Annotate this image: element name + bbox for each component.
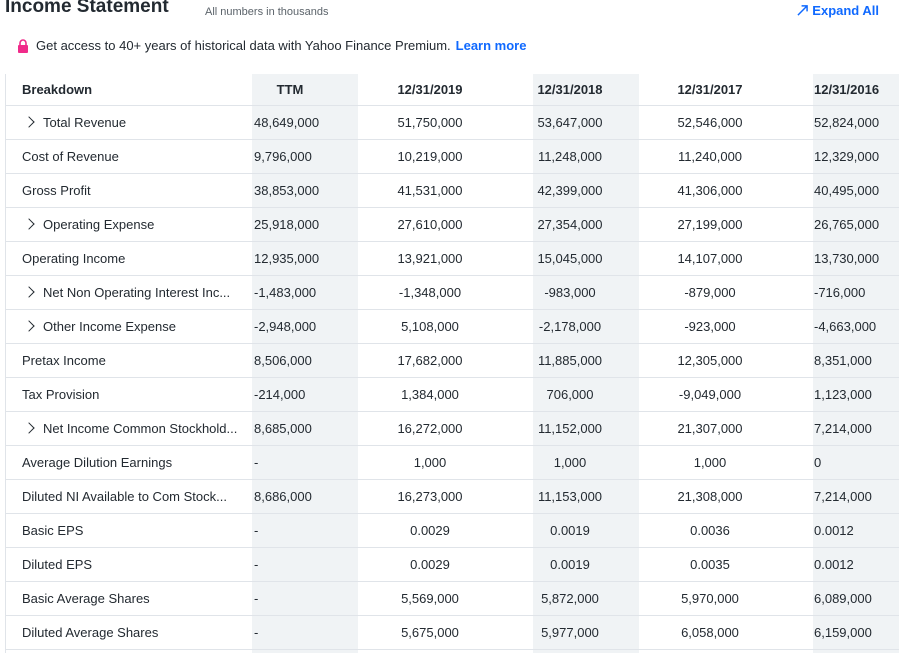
cell-ttm: 12,935,000 — [254, 250, 320, 266]
income-statement-table — [5, 74, 899, 653]
cell-y2018: 0.0019 — [550, 556, 590, 572]
chevron-right-icon[interactable] — [23, 422, 34, 433]
cell-y2017: 21,308,000 — [677, 488, 743, 504]
row-label — [22, 615, 158, 649]
cell-y2019: 10,219,000 — [397, 148, 463, 164]
cell-y2018: 1,000 — [553, 454, 587, 470]
table-row[interactable] — [6, 207, 899, 242]
row-label-text: Net Income Common Stockhold... — [43, 420, 238, 436]
row-label — [22, 241, 125, 275]
cell-y2017: 1,000 — [693, 454, 727, 470]
row-label-text: Diluted EPS — [22, 556, 93, 572]
row-label-text: Other Income Expense — [43, 318, 176, 334]
cell-y2017: 0.0036 — [690, 522, 730, 538]
table-row — [6, 173, 899, 208]
cell-y2019: 5,108,000 — [401, 318, 459, 334]
cell-y2016: 6,159,000 — [814, 624, 872, 640]
table-row — [6, 139, 899, 174]
row-label — [22, 173, 91, 207]
cell-y2019: 1,000 — [413, 454, 447, 470]
cell-y2019: 13,921,000 — [397, 250, 463, 266]
row-label-text: Pretax Income — [22, 352, 106, 368]
cell-y2018: -983,000 — [544, 284, 596, 300]
premium-text: Get access to 40+ years of historical data with Yahoo Finance Premium. — [36, 38, 451, 53]
cell-y2018: 27,354,000 — [537, 216, 603, 232]
cell-y2016: 6,089,000 — [814, 590, 872, 606]
column-header-2018: 12/31/2018 — [537, 82, 603, 97]
cell-y2018: 706,000 — [546, 386, 594, 402]
cell-y2019: 41,531,000 — [397, 182, 463, 198]
table-row — [6, 377, 899, 412]
row-label — [22, 547, 92, 581]
cell-y2017: -879,000 — [684, 284, 736, 300]
learn-more-link[interactable]: Learn more — [455, 38, 527, 53]
column-header-2019: 12/31/2019 — [397, 82, 463, 97]
cell-ttm: 38,853,000 — [254, 182, 320, 198]
table-row[interactable] — [6, 411, 899, 446]
cell-y2019: 1,384,000 — [401, 386, 459, 402]
cell-y2018: 53,647,000 — [537, 114, 603, 130]
cell-y2018: 11,885,000 — [537, 352, 603, 368]
cell-ttm: - — [254, 624, 259, 640]
cell-y2017: 41,306,000 — [677, 182, 743, 198]
cell-y2019: 17,682,000 — [397, 352, 463, 368]
cell-y2019: 5,569,000 — [401, 590, 459, 606]
cell-ttm: -214,000 — [254, 386, 306, 402]
expand-all-label: Expand All — [812, 3, 879, 18]
row-label — [22, 479, 227, 513]
cell-y2017: 11,240,000 — [677, 148, 743, 164]
row-label — [22, 445, 172, 479]
cell-ttm: 8,506,000 — [254, 352, 312, 368]
row-label-text: Basic EPS — [22, 522, 84, 538]
row-label-text: Basic Average Shares — [22, 590, 150, 606]
row-label-text: Tax Provision — [22, 386, 100, 402]
cell-ttm: 9,796,000 — [254, 148, 312, 164]
cell-y2019: 0.0029 — [410, 556, 450, 572]
cell-y2017: -923,000 — [684, 318, 736, 334]
cell-y2017: 0.0035 — [690, 556, 730, 572]
cell-y2018: 42,399,000 — [537, 182, 603, 198]
column-header-2016: 12/31/2016 — [814, 82, 880, 97]
cell-ttm: - — [254, 522, 259, 538]
cell-y2016: 40,495,000 — [814, 182, 880, 198]
chevron-right-icon[interactable] — [23, 286, 34, 297]
cell-y2017: 5,970,000 — [681, 590, 739, 606]
cell-y2016: 8,351,000 — [814, 352, 872, 368]
cell-y2016: -716,000 — [814, 284, 866, 300]
cell-ttm: 8,686,000 — [254, 488, 312, 504]
cell-y2019: 0.0029 — [410, 522, 450, 538]
column-header-2017: 12/31/2017 — [677, 82, 743, 97]
cell-y2016: 0.0012 — [814, 522, 854, 538]
row-label[interactable] — [26, 309, 176, 343]
table-row — [6, 615, 899, 650]
table-header-row — [6, 74, 899, 106]
cell-ttm: 25,918,000 — [254, 216, 320, 232]
cell-ttm: 8,685,000 — [254, 420, 312, 436]
row-label[interactable] — [26, 207, 154, 241]
units-note: All numbers in thousands — [205, 6, 329, 18]
cell-y2019: 16,273,000 — [397, 488, 463, 504]
table-row[interactable] — [6, 105, 899, 140]
cell-ttm: - — [254, 590, 259, 606]
table-row[interactable] — [6, 275, 899, 310]
cell-y2016: 13,730,000 — [814, 250, 880, 266]
table-row[interactable] — [6, 309, 899, 344]
row-label-text: Average Dilution Earnings — [22, 454, 173, 470]
cell-y2018: 11,152,000 — [537, 420, 603, 436]
cell-ttm: - — [254, 454, 259, 470]
cell-y2017: 27,199,000 — [677, 216, 743, 232]
row-label-text: Gross Profit — [22, 182, 91, 198]
row-label-text: Operating Expense — [43, 216, 155, 232]
cell-y2016: 1,123,000 — [814, 386, 872, 402]
chevron-right-icon[interactable] — [23, 320, 34, 331]
table-row — [6, 445, 899, 480]
page-title: Income Statement — [5, 0, 169, 17]
cell-y2018: 5,977,000 — [541, 624, 599, 640]
page-header — [0, 0, 899, 28]
row-label — [22, 581, 150, 615]
cell-y2017: 14,107,000 — [677, 250, 743, 266]
row-label-text: Net Non Operating Interest Inc... — [43, 284, 231, 300]
cell-y2019: 27,610,000 — [397, 216, 463, 232]
cell-y2017: 52,546,000 — [677, 114, 743, 130]
row-label-text: Diluted NI Available to Com Stock... — [22, 488, 227, 504]
cell-y2016: 0.0012 — [814, 556, 854, 572]
cell-y2016: 0 — [814, 454, 822, 470]
table-row — [6, 241, 899, 276]
cell-y2018: 15,045,000 — [537, 250, 603, 266]
row-label — [22, 343, 106, 377]
chevron-right-icon[interactable] — [23, 116, 34, 127]
table-row — [6, 343, 899, 378]
expand-icon — [797, 5, 808, 16]
table-row — [6, 581, 899, 616]
cell-y2017: 21,307,000 — [677, 420, 743, 436]
table-row — [6, 547, 899, 582]
cell-y2019: -1,348,000 — [398, 284, 462, 300]
row-label-text: Diluted Average Shares — [22, 624, 159, 640]
cell-ttm: -1,483,000 — [254, 284, 317, 300]
premium-banner — [17, 38, 526, 53]
row-label-text: Operating Income — [22, 250, 126, 266]
cell-y2016: 7,214,000 — [814, 488, 872, 504]
cell-y2018: 11,248,000 — [537, 148, 603, 164]
cell-y2017: -9,049,000 — [678, 386, 742, 402]
cell-y2019: 51,750,000 — [397, 114, 463, 130]
row-label-text: Total Revenue — [43, 114, 127, 130]
row-label[interactable] — [26, 411, 237, 445]
cell-y2016: 26,765,000 — [814, 216, 880, 232]
column-header-breakdown: Breakdown — [22, 82, 93, 97]
row-label — [22, 139, 119, 173]
cell-ttm: - — [254, 556, 259, 572]
cell-y2019: 16,272,000 — [397, 420, 463, 436]
table-row — [6, 479, 899, 514]
row-label — [22, 513, 83, 547]
cell-y2018: 5,872,000 — [541, 590, 599, 606]
row-label — [22, 377, 99, 411]
cell-y2016: -4,663,000 — [814, 318, 877, 334]
row-label[interactable] — [26, 275, 230, 309]
row-label[interactable] — [26, 105, 126, 139]
column-header-ttm: TTM — [276, 82, 304, 97]
table-row — [6, 513, 899, 548]
cell-y2016: 52,824,000 — [814, 114, 880, 130]
expand-all-button[interactable] — [797, 3, 879, 18]
cell-y2016: 12,329,000 — [814, 148, 880, 164]
cell-y2017: 6,058,000 — [681, 624, 739, 640]
cell-y2018: -2,178,000 — [538, 318, 602, 334]
cell-y2016: 7,214,000 — [814, 420, 872, 436]
cell-ttm: -2,948,000 — [254, 318, 317, 334]
row-label-text: Cost of Revenue — [22, 148, 119, 164]
cell-y2019: 5,675,000 — [401, 624, 459, 640]
chevron-right-icon[interactable] — [23, 218, 34, 229]
cell-y2017: 12,305,000 — [677, 352, 743, 368]
cell-y2018: 0.0019 — [550, 522, 590, 538]
lock-icon — [17, 39, 29, 53]
cell-y2018: 11,153,000 — [537, 488, 603, 504]
cell-ttm: 48,649,000 — [254, 114, 320, 130]
